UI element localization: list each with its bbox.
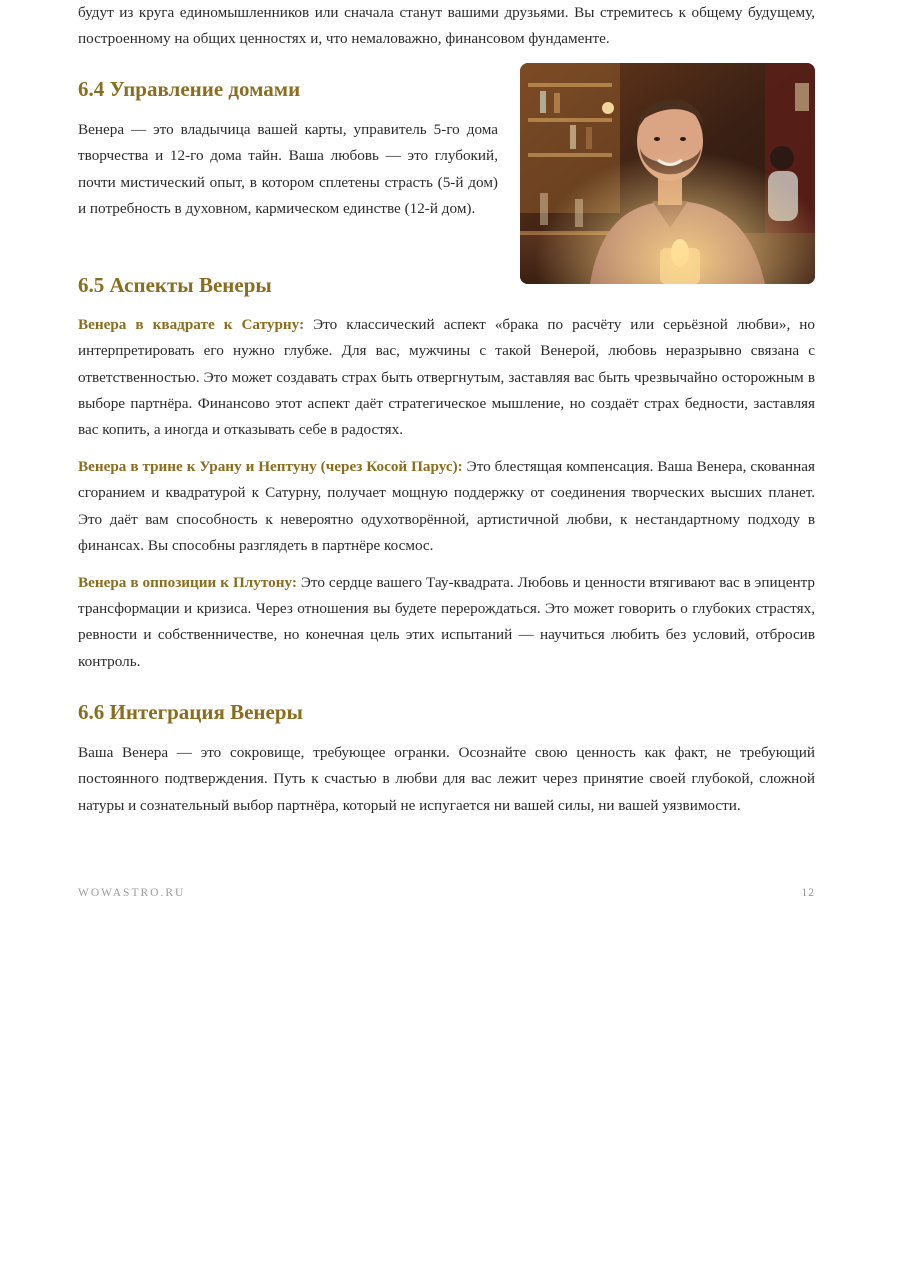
aspect-lead: Венера в квадрате к Сатурну: [78, 316, 305, 333]
aspect-paragraph [78, 312, 815, 443]
intro-paragraph: будут из круга единомышленников или сначала станут вашими друзьями. Вы стремитесь к общему будущему, построенному на общих ценностях и, что немаловажно, финансовом фундаменте. [78, 4, 815, 48]
aspect-lead: Венера в трине к Урану и Нептуну (через Косой Парус): [78, 457, 463, 475]
aspect-paragraph [78, 570, 815, 675]
section-6-6-paragraph: Ваша Венера — это сокровище, требующее огранки. Осознайте свою ценность как факт, не требующий постоянного подтверждения. Путь к счастью в любви для вас лежит через принятие своей глубокой, сложной натуры и сознательный выбор партнёра, который не испугается ни вашей силы, ни вашей уязвимости. [78, 744, 815, 814]
footer-site-link[interactable]: WOWASTRO.RU [78, 887, 186, 899]
aspect-lead: Венера в оппозиции к Плутону: [78, 573, 297, 591]
page-number: 12 [801, 887, 815, 899]
section-heading-6-4: 6.4 Управление домами [78, 77, 301, 101]
section-heading-6-6: 6.6 Интеграция Венеры [78, 700, 303, 724]
aspect-text: Это сердце вашего Тау-квадрата. Любовь и ценности втягивают вас в эпицентр трансформации и кризиса. Через отношения вы будете перерождаться. Это может говорить о глубоких страстях, ревности и собственничестве, но конечная цель этих испытаний — научиться любить без условий, отбросив контроль. [78, 573, 815, 670]
aspect-text: Это классический аспект «брака по расчёту или серьёзной любви», но интерпретировать его нужно глубже. Для вас, мужчины с такой Венерой, любовь неразрывно связана с ответственностью. Это может создавать страх быть отвергнутым, заставляя вас быть чрезвычайно осторожным в выборе партнёра. Финансово этот аспект даёт стратегическое мышление, но создаёт страх бедности, заставляя вас копить, а иногда и отказывать себе в радостях. [78, 316, 815, 439]
aspect-text: Это блестящая компенсация. Ваша Венера, скованная сгоранием и квадратурой к Сатурну, получает мощную поддержку от соединения творческих высших планет. Это даёт вам способность к невероятно одухотворённой, артистичной любви, к нестандартному подходу в финансах. Вы способны разглядеть в партнёре космос. [78, 457, 815, 554]
aspect-paragraph [78, 454, 815, 559]
section-heading-6-5: 6.5 Аспекты Венеры [78, 273, 272, 297]
section-6-4-paragraph: Венера — это владычица вашей карты, управитель 5-го дома творчества и 12-го дома тайн. Ваша любовь — это глубокий, почти мистический опыт, в котором сплетены страсть (5-й дом) и потребность в духовном, кармическом единстве (12-й дом). [78, 121, 498, 217]
document-page [78, 0, 815, 899]
restaurant-photo [520, 63, 815, 284]
aspects-list [78, 312, 815, 685]
